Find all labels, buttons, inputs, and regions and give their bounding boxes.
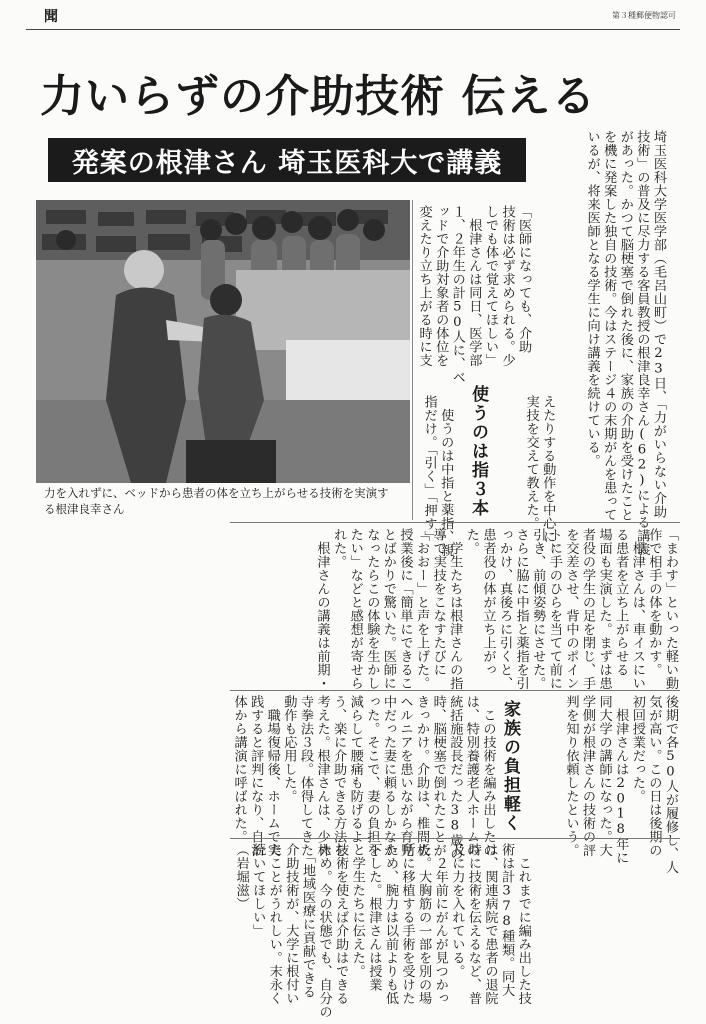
text-line: ッドで介助対象者の体位を <box>433 205 449 367</box>
section-rule <box>230 522 680 523</box>
headline: 力いらずの介助技術 伝える <box>40 71 597 122</box>
text-line: えたりする動作を中心に、 <box>540 395 556 557</box>
text-line: 時、脳梗塞で倒れたことが <box>430 695 446 857</box>
text-line: 同大学の講師になった。大 <box>596 695 612 857</box>
text-line: ２年前にがんが見つかっ <box>432 843 448 1005</box>
text-line: ヘルニアを患いながら育児 <box>397 695 413 857</box>
subheadline-banner: 発案の根津さん 埼玉医科大で講義 <box>48 138 526 182</box>
text-line: 場面も実演した。まずは患 <box>596 528 612 690</box>
text-line: 寺拳法３段。体得してきた <box>297 695 313 857</box>
text-line: 導で実技をこなすたびに <box>430 528 446 677</box>
text-line: 作で相手の体を動かす。 <box>646 528 662 677</box>
article-column-2 <box>313 528 678 688</box>
text-line: 及に力を入れている。 <box>449 843 465 978</box>
section-rule <box>230 838 680 839</box>
text-line: 変えたり立ち上がる時に支 <box>416 205 432 367</box>
text-line: これまでに編み出した技 <box>515 843 531 1005</box>
text-line: を機に発案した独自の技術。今はステージ４の末期がんを患って <box>601 130 617 522</box>
text-line: 学生たちは根津さんの指 <box>447 528 463 690</box>
intertitle-family-burden: 家族の負担軽く <box>500 700 520 833</box>
text-line: とばかりで驚いた。医師に <box>380 528 396 690</box>
text-line: しでも体で覚えてほしい」 <box>482 205 498 367</box>
text-line: 統括施設長だった38歳の <box>447 695 463 861</box>
text-line: 減らして腰痛も防げるよ <box>347 695 363 844</box>
text-line: 続いてほしい」 <box>250 843 266 938</box>
text-line: 授業後に「簡単にできるこ <box>397 528 413 690</box>
text-line: 根津さんの講義は前期・ <box>314 528 330 690</box>
text-line: と学生たちに伝えた。 <box>349 843 365 978</box>
text-line: う、楽に介助できる方法を <box>331 695 347 857</box>
byline: （岩堀滋） <box>233 843 249 911</box>
text-line: 時に技術を伝えるなど、普 <box>465 843 481 1005</box>
text-line: っかけ、真後ろに引くと、 <box>497 528 513 690</box>
text-line: を交差させ、背中のポイン <box>563 528 579 690</box>
text-line: いるが、将来医師となる学生に向け講義を続けている。 <box>584 130 600 468</box>
text-line: 学側が根津さんの技術の評 <box>580 695 596 857</box>
photo-caption: 力を入れずに、ベッドから患者の体を立ち上がらせる技術を実演する根津良幸さん <box>44 486 389 516</box>
text-line: 埼玉医科大学医学部（毛呂山町）で23日、「力がいらない介助 <box>651 130 666 519</box>
article-column-3 <box>562 695 678 875</box>
text-line: た。大胸筋の一部を別の場 <box>416 843 432 1005</box>
text-line: 指だけ。「引く」「押す」 <box>421 395 437 544</box>
text-line: きっかけ。介助は、椎間板 <box>414 695 430 857</box>
text-line: 実技を交えて教えた。 <box>523 395 539 530</box>
text-line: 践すると評判になり、自治 <box>248 695 264 857</box>
text-line: 技術」の普及に尽力する客員教授の根津良幸さん(62)による講義 <box>634 130 650 556</box>
newspaper-masthead: 聞 <box>44 9 60 25</box>
text-line: 中だった妻に頼るしかなか <box>380 695 396 857</box>
text-line: 者役の学生の足を閉じ、手 <box>580 528 596 690</box>
text-line: は、特別養護老人ホームの <box>463 695 479 857</box>
text-line: た。 <box>463 528 479 555</box>
top-rule <box>26 29 680 30</box>
text-line: る患者を立ち上がらせる <box>613 528 629 677</box>
text-line: 「おおー」と声を上げた。 <box>414 528 430 690</box>
text-line: 「地域医療に貢献できる <box>299 843 315 999</box>
text-line: 術は計378種類。同大 <box>499 843 515 997</box>
text-line: った。そこで、妻の負担を <box>364 695 380 857</box>
article-column-5 <box>232 843 531 1019</box>
column-rule <box>412 200 413 520</box>
text-line: 気が高い。この日は後期の <box>646 695 662 857</box>
text-line: 所に移植する手術を受けた <box>399 843 415 1005</box>
text-line: 患者役の体が立ち上がっ <box>480 528 496 677</box>
lecture-photo-illustration <box>36 200 410 483</box>
text-line: さらに脇に中指と薬指を引 <box>513 528 529 690</box>
text-line: は、関連病院で患者の退院 <box>482 843 498 1005</box>
text-line: 技術は必ず求められる。少 <box>499 205 515 367</box>
text-line: なったらこの体験を生かし <box>364 528 380 690</box>
text-line: 根津さんは2018年に <box>613 695 629 865</box>
text-line: トに手のひらを当てて前に <box>546 528 562 690</box>
text-line: 職場復帰後、ホームで実 <box>264 695 280 857</box>
text-line: 考えた。根津さんは、少林 <box>314 695 330 857</box>
text-line: たことがうれしい。末永く <box>266 843 282 1005</box>
text-line: れた。 <box>331 528 347 569</box>
article-column-1b <box>522 395 556 557</box>
text-line: １、２年生の計50人に、ベ <box>449 205 465 385</box>
text-line: たい」などと感想が寄せら <box>347 528 363 690</box>
text-line: ため。今の状態でも、自分の <box>316 843 332 1019</box>
text-line: 「まわす」といった軽い動 <box>663 528 678 690</box>
text-line: この技術を編み出したの <box>480 695 496 857</box>
text-line: 動作も応用した。 <box>281 695 297 803</box>
text-line: 初回授業だった。 <box>629 695 645 803</box>
text-line: 介助技術が、大学に根付い <box>283 843 299 1005</box>
text-line: 「医師になっても、介助 <box>516 205 532 354</box>
intertitle-three-fingers: 使うのは指３本 <box>468 385 488 518</box>
text-line: 使うのは中指と薬指、親 <box>438 395 454 557</box>
text-line: 後期で各50人が履修し、人 <box>663 695 678 875</box>
article-column-4 <box>230 695 496 861</box>
text-line: 判を知り依頼したという。 <box>563 695 579 857</box>
lead-paragraph <box>583 130 666 556</box>
text-line: 根津さんは、車イスにい <box>629 528 645 690</box>
article-photo <box>36 200 410 483</box>
text-line: 根津さんは同日、医学部 <box>466 205 482 367</box>
article-column-1c <box>420 395 454 557</box>
text-line: ため、腕力は以前よりも低 <box>382 843 398 1005</box>
text-line: 体から講演に呼ばれた。 <box>231 695 247 844</box>
text-line: 技術を使えば介助はできる <box>333 843 349 1005</box>
section-rule <box>230 690 680 691</box>
text-line: 引き、前傾姿勢にさせた。 <box>530 528 546 690</box>
text-line: があった。かつて脳梗塞で倒れた後に、家族の介助を受けたこと <box>617 130 633 522</box>
postal-permit: 第３種郵便物認可 <box>612 11 676 20</box>
text-line: 下した。根津さんは授業 <box>366 843 382 992</box>
